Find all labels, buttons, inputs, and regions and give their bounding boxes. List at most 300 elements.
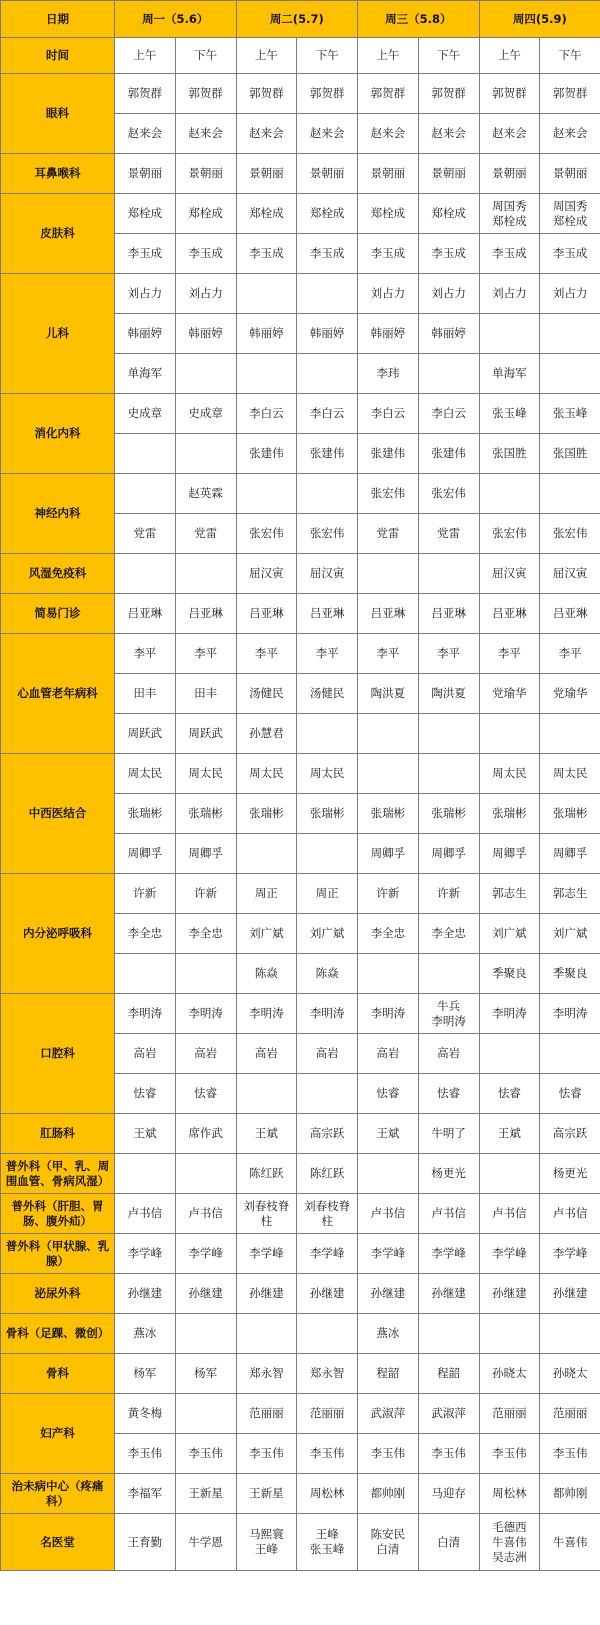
doctor-cell: 吕亚琳 [297, 594, 358, 634]
table-row [1, 1354, 600, 1394]
doctor-cell: 张建伟 [297, 434, 358, 474]
doctor-cell: 毛德西 牛喜伟 吴志洲 [479, 1514, 540, 1571]
time-label: 时间 [1, 38, 115, 74]
doctor-cell: 党雷 [418, 514, 479, 554]
doctor-cell [175, 434, 236, 474]
doctor-cell: 张宏伟 [418, 474, 479, 514]
doctor-cell: 李玉伟 [540, 1434, 600, 1474]
doctor-cell: 郭贺群 [175, 74, 236, 114]
doctor-cell: 周卿孚 [175, 834, 236, 874]
doctor-cell: 张宏伟 [540, 514, 600, 554]
doctor-cell: 武淑萍 [418, 1394, 479, 1434]
doctor-cell: 郑栓成 [418, 194, 479, 234]
doctor-cell: 景朝丽 [236, 154, 297, 194]
doctor-cell: 周太民 [175, 754, 236, 794]
doctor-cell: 景朝丽 [115, 154, 176, 194]
doctor-cell: 郑栓成 [358, 194, 419, 234]
doctor-cell: 杨军 [115, 1354, 176, 1394]
doctor-cell: 李全忠 [358, 914, 419, 954]
doctor-cell: 都帅刚 [358, 1474, 419, 1514]
doctor-cell [297, 474, 358, 514]
doctor-cell: 吕亚琳 [418, 594, 479, 634]
doctor-cell: 刘占力 [358, 274, 419, 314]
doctor-cell: 卢书信 [479, 1194, 540, 1234]
doctor-cell [418, 554, 479, 594]
doctor-cell: 孙继建 [418, 1274, 479, 1314]
doctor-cell: 郑永智 [297, 1354, 358, 1394]
doctor-cell: 怯睿 [175, 1074, 236, 1114]
doctor-cell: 王斌 [479, 1114, 540, 1154]
doctor-cell: 卢书信 [175, 1194, 236, 1234]
time-row [1, 38, 600, 74]
doctor-cell: 孙晓太 [479, 1354, 540, 1394]
doctor-cell: 王育勤 [115, 1514, 176, 1571]
table-row [1, 1194, 600, 1234]
doctor-cell: 怯睿 [358, 1074, 419, 1114]
doctor-cell: 杨军 [175, 1354, 236, 1394]
doctor-cell: 李玉伟 [175, 1434, 236, 1474]
doctor-cell [418, 754, 479, 794]
doctor-cell: 许新 [115, 874, 176, 914]
doctor-cell: 景朝丽 [175, 154, 236, 194]
department-name: 皮肤科 [1, 194, 115, 274]
doctor-cell: 周卿孚 [479, 834, 540, 874]
doctor-cell: 吕亚琳 [358, 594, 419, 634]
doctor-cell: 吕亚琳 [236, 594, 297, 634]
doctor-cell: 党雷 [175, 514, 236, 554]
doctor-cell: 郑栓成 [115, 194, 176, 234]
doctor-cell: 韩丽婷 [236, 314, 297, 354]
doctor-cell: 张瑞彬 [175, 794, 236, 834]
doctor-cell: 张玉峰 [479, 394, 540, 434]
doctor-cell: 李明涛 [358, 994, 419, 1034]
doctor-cell: 高岩 [115, 1034, 176, 1074]
doctor-cell: 陈红跃 [297, 1154, 358, 1194]
doctor-cell: 许新 [418, 874, 479, 914]
doctor-cell: 张瑞彬 [297, 794, 358, 834]
doctor-cell: 王峰 张玉峰 [297, 1514, 358, 1571]
doctor-cell: 孙继建 [479, 1274, 540, 1314]
doctor-cell: 屈汉寅 [479, 554, 540, 594]
department-name: 内分泌呼吸科 [1, 874, 115, 994]
doctor-cell: 卢书信 [358, 1194, 419, 1234]
doctor-cell [115, 954, 176, 994]
doctor-cell: 李学峰 [540, 1234, 600, 1274]
table-row [1, 994, 600, 1034]
department-name: 泌尿外科 [1, 1274, 115, 1314]
doctor-cell: 屈汉寅 [297, 554, 358, 594]
doctor-cell [297, 714, 358, 754]
doctor-cell: 孙继建 [175, 1274, 236, 1314]
doctor-cell: 李学峰 [418, 1234, 479, 1274]
doctor-cell [358, 714, 419, 754]
doctor-cell: 刘占力 [115, 274, 176, 314]
doctor-cell: 刘占力 [479, 274, 540, 314]
doctor-cell: 周国秀 郑栓成 [479, 194, 540, 234]
doctor-cell: 郭贺群 [479, 74, 540, 114]
doctor-cell: 李平 [540, 634, 600, 674]
doctor-cell: 高岩 [175, 1034, 236, 1074]
table-row [1, 74, 600, 114]
slot-label: 下午 [418, 38, 479, 74]
doctor-cell: 燕冰 [358, 1314, 419, 1354]
doctor-cell: 刘广斌 [297, 914, 358, 954]
doctor-cell: 李学峰 [297, 1234, 358, 1274]
doctor-cell: 李玮 [358, 354, 419, 394]
doctor-cell: 李白云 [236, 394, 297, 434]
doctor-cell: 刘广斌 [540, 914, 600, 954]
doctor-cell: 马迎存 [418, 1474, 479, 1514]
doctor-cell: 李明涛 [175, 994, 236, 1034]
doctor-cell: 田丰 [115, 674, 176, 714]
slot-label: 上午 [479, 38, 540, 74]
doctor-cell: 高宗跃 [297, 1114, 358, 1154]
department-name: 儿科 [1, 274, 115, 394]
doctor-cell: 黄冬梅 [115, 1394, 176, 1434]
doctor-cell [115, 434, 176, 474]
doctor-cell: 牛明了 [418, 1114, 479, 1154]
doctor-cell: 郭贺群 [115, 74, 176, 114]
doctor-cell: 赵英霖 [175, 474, 236, 514]
department-name: 治未病中心（疼痛科） [1, 1474, 115, 1514]
doctor-cell: 周跃武 [115, 714, 176, 754]
doctor-cell: 周卿孚 [358, 834, 419, 874]
day-header-tue: 周二(5.7) [236, 1, 358, 38]
doctor-cell: 赵来会 [236, 114, 297, 154]
doctor-cell [115, 554, 176, 594]
doctor-cell: 刘占力 [418, 274, 479, 314]
doctor-cell: 李平 [418, 634, 479, 674]
doctor-cell: 高岩 [236, 1034, 297, 1074]
doctor-cell [418, 1314, 479, 1354]
doctor-cell [358, 1154, 419, 1194]
doctor-cell: 郑永智 [236, 1354, 297, 1394]
doctor-cell [236, 474, 297, 514]
table-row [1, 1234, 600, 1274]
doctor-cell: 韩丽婷 [115, 314, 176, 354]
table-row [1, 874, 600, 914]
doctor-cell: 周正 [297, 874, 358, 914]
doctor-cell: 周卿孚 [418, 834, 479, 874]
doctor-cell: 田丰 [175, 674, 236, 714]
doctor-cell: 马熙寰 王峰 [236, 1514, 297, 1571]
doctor-cell: 党瑜华 [479, 674, 540, 714]
header-row [1, 1, 600, 38]
doctor-cell: 白清 [418, 1514, 479, 1571]
doctor-cell: 孙继建 [115, 1274, 176, 1314]
doctor-cell: 张宏伟 [297, 514, 358, 554]
doctor-cell: 赵来会 [479, 114, 540, 154]
doctor-cell: 杨更光 [540, 1154, 600, 1194]
doctor-cell: 周正 [236, 874, 297, 914]
doctor-cell [236, 1074, 297, 1114]
doctor-cell: 周松林 [297, 1474, 358, 1514]
table-row [1, 1114, 600, 1154]
doctor-cell: 李平 [236, 634, 297, 674]
doctor-cell: 刘春枝脊柱 [236, 1194, 297, 1234]
doctor-cell: 李福军 [115, 1474, 176, 1514]
department-name: 普外科（甲、乳、周围血管、骨病风湿） [1, 1154, 115, 1194]
doctor-cell: 郭贺群 [540, 74, 600, 114]
doctor-cell: 周卿孚 [540, 834, 600, 874]
doctor-cell: 吕亚琳 [175, 594, 236, 634]
doctor-cell: 张瑞彬 [358, 794, 419, 834]
doctor-cell [418, 714, 479, 754]
doctor-cell: 李玉伟 [418, 1434, 479, 1474]
doctor-cell: 陈焱 [236, 954, 297, 994]
doctor-cell: 许新 [358, 874, 419, 914]
department-name: 眼科 [1, 74, 115, 154]
doctor-cell: 李明涛 [479, 994, 540, 1034]
doctor-cell: 卢书信 [418, 1194, 479, 1234]
department-name: 神经内科 [1, 474, 115, 554]
table-row [1, 154, 600, 194]
doctor-cell: 高岩 [418, 1034, 479, 1074]
doctor-cell: 王斌 [236, 1114, 297, 1154]
doctor-cell: 李玉伟 [297, 1434, 358, 1474]
department-name: 普外科（甲状腺、乳腺） [1, 1234, 115, 1274]
doctor-cell: 张建伟 [418, 434, 479, 474]
doctor-cell: 郑栓成 [175, 194, 236, 234]
doctor-cell: 陶洪夏 [418, 674, 479, 714]
department-name: 消化内科 [1, 394, 115, 474]
doctor-cell [175, 354, 236, 394]
doctor-cell [540, 714, 600, 754]
department-name: 名医堂 [1, 1514, 115, 1571]
doctor-cell: 王斌 [358, 1114, 419, 1154]
doctor-cell: 周太民 [479, 754, 540, 794]
table-row [1, 274, 600, 314]
doctor-cell [479, 314, 540, 354]
doctor-cell: 屈汉寅 [540, 554, 600, 594]
doctor-cell: 单海军 [115, 354, 176, 394]
doctor-cell [540, 314, 600, 354]
doctor-cell: 汤健民 [236, 674, 297, 714]
doctor-cell: 王斌 [115, 1114, 176, 1154]
doctor-cell: 周跃武 [175, 714, 236, 754]
doctor-cell: 陶洪夏 [358, 674, 419, 714]
doctor-cell: 王新星 [175, 1474, 236, 1514]
doctor-cell: 吕亚琳 [479, 594, 540, 634]
doctor-cell: 李玉成 [540, 234, 600, 274]
doctor-cell [479, 1154, 540, 1194]
doctor-cell: 陈安民 白清 [358, 1514, 419, 1571]
doctor-cell: 李全忠 [115, 914, 176, 954]
doctor-cell: 刘占力 [540, 274, 600, 314]
doctor-cell [236, 834, 297, 874]
doctor-cell: 怯睿 [540, 1074, 600, 1114]
doctor-cell [297, 354, 358, 394]
doctor-cell: 燕冰 [115, 1314, 176, 1354]
table-row [1, 1514, 600, 1571]
doctor-cell: 牛学恩 [175, 1514, 236, 1571]
doctor-cell: 武淑萍 [358, 1394, 419, 1434]
doctor-cell: 吕亚琳 [540, 594, 600, 634]
doctor-cell: 赵来会 [418, 114, 479, 154]
slot-label: 上午 [358, 38, 419, 74]
doctor-cell: 李玉成 [297, 234, 358, 274]
table-row [1, 1274, 600, 1314]
doctor-cell: 张瑞彬 [418, 794, 479, 834]
doctor-cell: 李玉成 [236, 234, 297, 274]
department-name: 简易门诊 [1, 594, 115, 634]
doctor-cell [115, 474, 176, 514]
doctor-cell: 范丽丽 [479, 1394, 540, 1434]
doctor-cell: 李平 [479, 634, 540, 674]
doctor-cell: 李学峰 [175, 1234, 236, 1274]
doctor-cell [175, 1394, 236, 1434]
day-header-thu: 周四(5.9) [479, 1, 600, 38]
doctor-cell: 李玉成 [175, 234, 236, 274]
doctor-cell: 都帅刚 [540, 1474, 600, 1514]
day-header-mon: 周一（5.6） [115, 1, 237, 38]
doctor-cell: 韩丽婷 [418, 314, 479, 354]
doctor-cell: 郭志生 [479, 874, 540, 914]
doctor-cell: 李玉成 [479, 234, 540, 274]
doctor-cell: 范丽丽 [540, 1394, 600, 1434]
slot-label: 下午 [175, 38, 236, 74]
doctor-cell [479, 1034, 540, 1074]
doctor-cell: 李全忠 [175, 914, 236, 954]
doctor-cell: 周松林 [479, 1474, 540, 1514]
doctor-cell: 郭贺群 [358, 74, 419, 114]
doctor-cell: 屈汉寅 [236, 554, 297, 594]
table-row [1, 474, 600, 514]
doctor-cell [540, 474, 600, 514]
doctor-cell: 景朝丽 [358, 154, 419, 194]
doctor-cell: 高宗跃 [540, 1114, 600, 1154]
doctor-cell: 李白云 [358, 394, 419, 434]
doctor-cell: 张国胜 [540, 434, 600, 474]
doctor-cell [540, 1314, 600, 1354]
doctor-cell: 赵来会 [115, 114, 176, 154]
doctor-cell [236, 354, 297, 394]
doctor-cell: 孙继建 [358, 1274, 419, 1314]
doctor-cell: 季聚良 [479, 954, 540, 994]
doctor-cell: 李玉伟 [479, 1434, 540, 1474]
doctor-cell: 李玉成 [358, 234, 419, 274]
table-row [1, 1314, 600, 1354]
doctor-cell: 刘广斌 [479, 914, 540, 954]
table-row [1, 554, 600, 594]
doctor-cell: 郭贺群 [236, 74, 297, 114]
doctor-cell: 孙继建 [540, 1274, 600, 1314]
doctor-cell: 李明涛 [236, 994, 297, 1034]
doctor-cell: 景朝丽 [297, 154, 358, 194]
department-name: 骨科 [1, 1354, 115, 1394]
doctor-cell: 怯睿 [479, 1074, 540, 1114]
doctor-cell: 赵来会 [358, 114, 419, 154]
doctor-cell [175, 1154, 236, 1194]
doctor-cell: 张瑞彬 [115, 794, 176, 834]
table-row [1, 754, 600, 794]
doctor-cell [358, 754, 419, 794]
doctor-cell [479, 714, 540, 754]
doctor-cell: 史成章 [115, 394, 176, 434]
doctor-cell: 刘春枝脊柱 [297, 1194, 358, 1234]
doctor-cell: 王新星 [236, 1474, 297, 1514]
doctor-cell: 李学峰 [479, 1234, 540, 1274]
doctor-cell: 李白云 [418, 394, 479, 434]
doctor-cell: 赵来会 [175, 114, 236, 154]
doctor-cell [297, 1314, 358, 1354]
doctor-cell: 郭志生 [540, 874, 600, 914]
doctor-cell: 韩丽婷 [175, 314, 236, 354]
doctor-cell: 李玉成 [418, 234, 479, 274]
department-name: 中西医结合 [1, 754, 115, 874]
doctor-cell: 张玉峰 [540, 394, 600, 434]
doctor-cell [479, 474, 540, 514]
department-name: 妇产科 [1, 1394, 115, 1474]
doctor-cell: 汤健民 [297, 674, 358, 714]
doctor-cell: 吕亚琳 [115, 594, 176, 634]
doctor-cell: 党雷 [115, 514, 176, 554]
doctor-cell: 卢书信 [540, 1194, 600, 1234]
doctor-cell [358, 954, 419, 994]
doctor-cell: 张宏伟 [358, 474, 419, 514]
doctor-cell: 李学峰 [115, 1234, 176, 1274]
doctor-cell: 刘广斌 [236, 914, 297, 954]
doctor-cell: 张瑞彬 [479, 794, 540, 834]
doctor-cell: 李全忠 [418, 914, 479, 954]
department-name: 口腔科 [1, 994, 115, 1114]
doctor-cell: 陈红跃 [236, 1154, 297, 1194]
doctor-cell: 范丽丽 [297, 1394, 358, 1434]
doctor-cell: 牛兵 李明涛 [418, 994, 479, 1034]
table-row [1, 634, 600, 674]
doctor-cell [175, 954, 236, 994]
slot-label: 上午 [236, 38, 297, 74]
doctor-cell: 张宏伟 [236, 514, 297, 554]
table-row [1, 1394, 600, 1434]
doctor-cell: 高岩 [297, 1034, 358, 1074]
slot-label: 下午 [297, 38, 358, 74]
doctor-cell: 李明涛 [540, 994, 600, 1034]
doctor-cell: 李玉伟 [236, 1434, 297, 1474]
doctor-cell: 牛喜伟 [540, 1514, 600, 1571]
doctor-cell: 许新 [175, 874, 236, 914]
doctor-cell: 史成章 [175, 394, 236, 434]
doctor-cell: 郑栓成 [236, 194, 297, 234]
doctor-cell: 周太民 [540, 754, 600, 794]
doctor-cell [479, 1314, 540, 1354]
doctor-cell [540, 354, 600, 394]
day-header-wed: 周三（5.8） [358, 1, 480, 38]
doctor-cell: 景朝丽 [540, 154, 600, 194]
table-row [1, 594, 600, 634]
doctor-cell: 程韶 [418, 1354, 479, 1394]
doctor-cell: 张建伟 [236, 434, 297, 474]
doctor-cell: 赵来会 [540, 114, 600, 154]
doctor-cell: 韩丽婷 [358, 314, 419, 354]
doctor-cell: 党雷 [358, 514, 419, 554]
doctor-cell: 卢书信 [115, 1194, 176, 1234]
doctor-cell [236, 1314, 297, 1354]
doctor-cell [115, 1154, 176, 1194]
doctor-cell [236, 274, 297, 314]
doctor-cell: 郭贺群 [297, 74, 358, 114]
doctor-cell [297, 1074, 358, 1114]
doctor-cell: 孙晓太 [540, 1354, 600, 1394]
doctor-cell: 李平 [297, 634, 358, 674]
doctor-cell: 范丽丽 [236, 1394, 297, 1434]
doctor-cell: 刘占力 [175, 274, 236, 314]
doctor-cell [175, 554, 236, 594]
doctor-cell: 郑栓成 [297, 194, 358, 234]
doctor-cell: 李明涛 [115, 994, 176, 1034]
doctor-cell: 党瑜华 [540, 674, 600, 714]
slot-label: 下午 [540, 38, 600, 74]
